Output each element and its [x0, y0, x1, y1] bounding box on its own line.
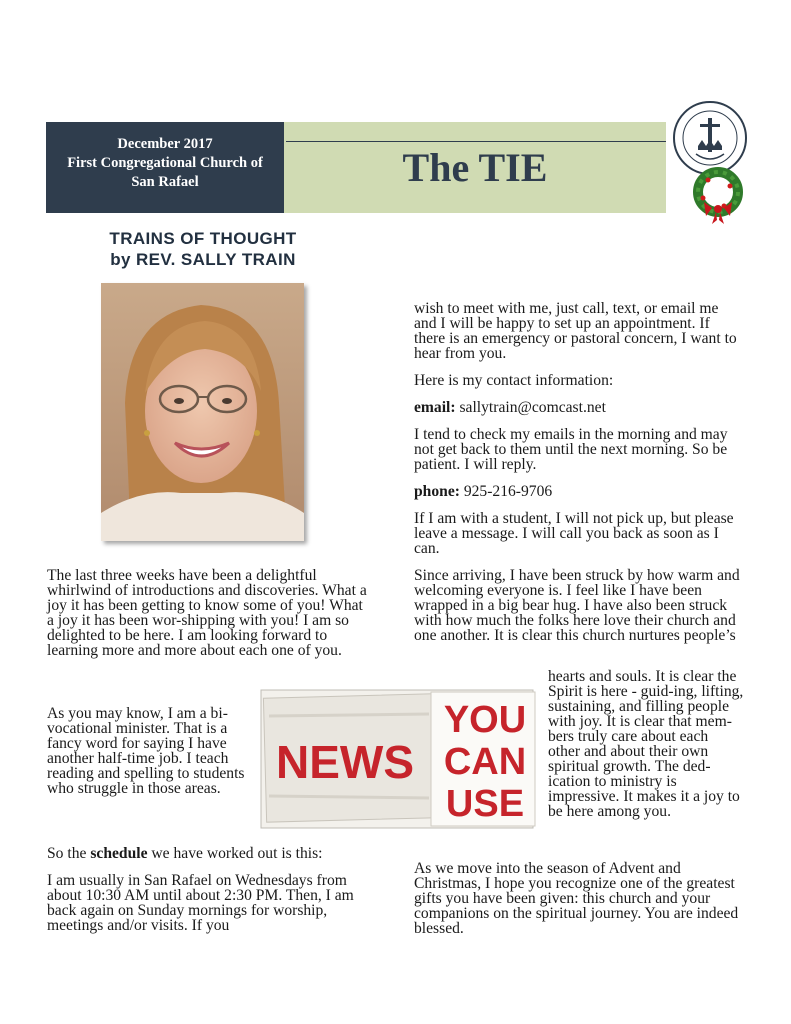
article-byline: by REV. SALLY TRAIN	[110, 250, 296, 269]
news-you-can-use-image	[259, 686, 541, 832]
newsletter-masthead-info	[46, 122, 284, 213]
intro-paragraph: The last three weeks have been a delightful whirlwind of introductions and discoveries. What a joy it has been getting to know some of you! What a joy it has been wor-shipping with you! I am so delighted to be here. I am looking forward to learning more and more about each one of you.	[47, 567, 367, 659]
article-left-intro	[47, 568, 372, 670]
email-label: email:	[414, 399, 456, 416]
phone-value: 925-216-9706	[459, 483, 553, 500]
bivocational-paragraph: As you may know, I am a bi-vocational minister. That is a fancy word for saying I have another half-time job. I teach reading and spelling to students who struggle in those areas.	[47, 705, 245, 797]
schedule-paragraph	[47, 846, 372, 861]
can-word: CAN	[443, 741, 527, 783]
use-word: USE	[445, 783, 525, 825]
ucc-logo-icon	[668, 96, 752, 226]
article-right-bottom	[414, 861, 744, 948]
schedule-text-before: So the	[47, 845, 91, 862]
church-name-line1: First Congregational Church of	[67, 155, 263, 171]
phone-line	[414, 484, 744, 499]
you-word: YOU	[443, 699, 527, 741]
advent-paragraph: As we move into the season of Advent and Christmas, I hope you recognize one of the greatest gifts you have been given: this church and your companions on the spiritual journey. You are indeed blessed.	[414, 860, 739, 937]
church-name-line2: San Rafael	[131, 174, 199, 190]
issue-date: December 2017	[117, 136, 213, 152]
article-left-wrap	[47, 706, 247, 808]
welcome-paragraph: Since arriving, I have been struck by how warm and welcoming everyone is. I feel like I have been wrapped in a big bear hug. I have also been struck with how much the folks here love their church and one another. It is clear this church nurtures people’s	[414, 567, 740, 644]
article-heading	[68, 228, 338, 270]
schedule-text-after: we have worked out is this:	[147, 845, 323, 862]
schedule-text-bold: schedule	[90, 845, 148, 862]
article-right-wrap	[548, 669, 744, 831]
email-note-paragraph: I tend to check my emails in the morning and may not get back to them until the next morning. So be patient. I will reply.	[414, 426, 728, 473]
phone-note-paragraph: If I am with a student, I will not pick up, but please leave a message. I will call you back as soon as I can.	[414, 510, 734, 557]
author-portrait-image	[101, 283, 304, 541]
email-line	[414, 400, 744, 415]
contact-info-intro: Here is my contact information:	[414, 372, 614, 389]
email-value: sallytrain@comcast.net	[455, 399, 606, 416]
newsletter-title: The TIE	[402, 145, 548, 190]
phone-label: phone:	[414, 483, 460, 500]
article-right-column	[414, 301, 744, 655]
availability-paragraph: I am usually in San Rafael on Wednesdays from about 10:30 AM until about 2:30 PM. Then, I am back again on Sunday mornings for worship, meetings and/or visits. If you	[47, 872, 354, 934]
article-title: TRAINS OF THOUGHT	[109, 229, 297, 248]
contact-invite-paragraph: wish to meet with me, just call, text, or email me and I will be happy to set up an appointment. If there is an emergency or pastoral concern, I want to hear from you.	[414, 300, 737, 362]
spirit-paragraph: hearts and souls. It is clear the Spirit is here - guid-ing, lifting, sustaining, and filling people with joy. It is clear that mem-bers truly care about each other and about their own spiritual growth. The ded-ication to ministry is impressive. It makes it a joy to be here among you.	[548, 668, 744, 820]
article-left-bottom	[47, 846, 372, 945]
news-word: NEWS	[276, 736, 414, 788]
masthead-rule	[286, 141, 666, 142]
